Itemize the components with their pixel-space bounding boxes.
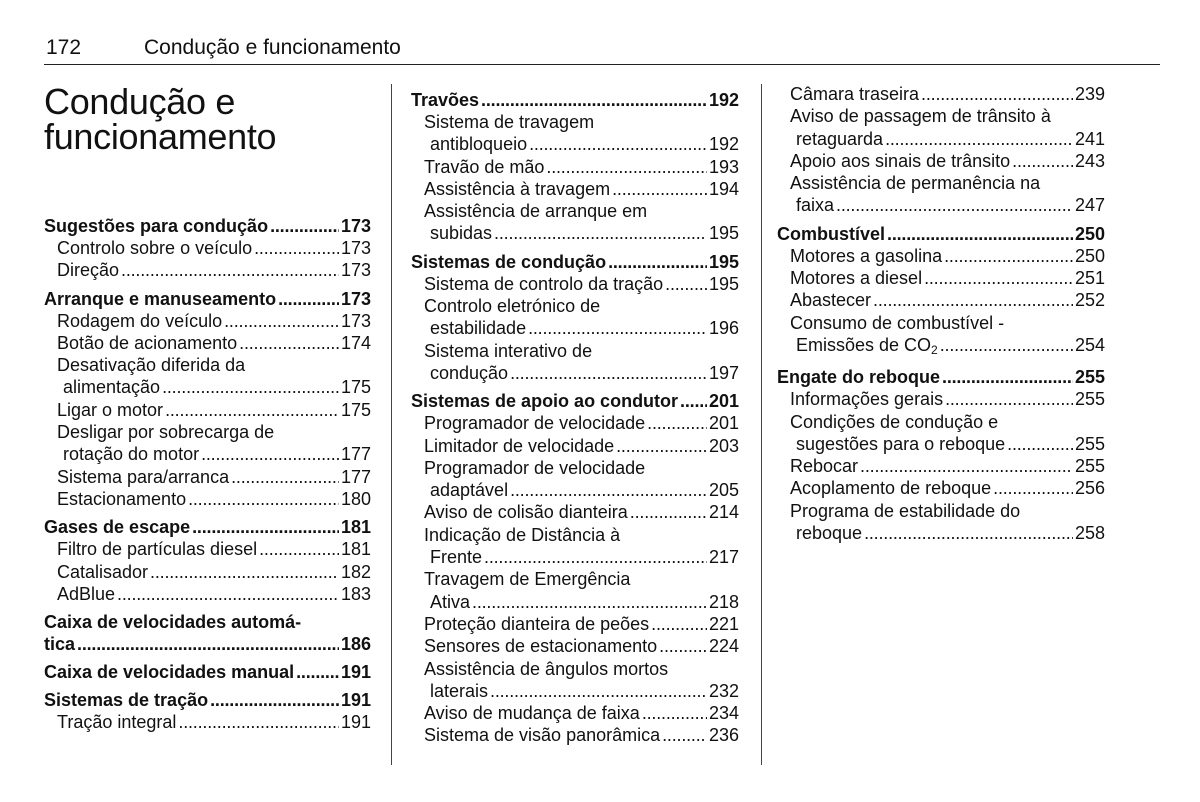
toc-subentry[interactable]: Sensores de estacionamento . . . 224	[411, 635, 739, 657]
toc-subentry[interactable]: Ligar o motor . . . 175	[44, 399, 371, 421]
toc-subentry[interactable]: Sistema de visão panorâmica . . . 236	[411, 724, 739, 746]
toc-subentry[interactable]: Motores a gasolina . . . 250	[777, 245, 1105, 267]
toc-subentry[interactable]: Filtro de partículas diesel . . . 181	[44, 538, 371, 560]
toc-subentry[interactable]: AdBlue . . . 183	[44, 583, 371, 605]
toc-subentry[interactable]: Rebocar . . . 255	[777, 455, 1105, 477]
running-header	[44, 36, 1160, 65]
toc-entry[interactable]: Combustível . . . 250	[777, 223, 1105, 245]
toc-subentry[interactable]: Câmara traseira . . . 239	[777, 83, 1105, 105]
toc-subentry-wrapped[interactable]: Controlo eletrónico de estabilidade . . . 196	[411, 295, 739, 340]
toc-column-3	[777, 83, 1105, 544]
toc-entry[interactable]: Arranque e manuseamento . . . 173	[44, 288, 371, 310]
toc-entry[interactable]: Sistemas de tração . . . 191	[44, 689, 371, 711]
toc-entry[interactable]: Caixa de velocidades manual . . . 191	[44, 661, 371, 683]
toc-subentry[interactable]: Informações gerais . . . 255	[777, 388, 1105, 410]
column-divider-1	[391, 84, 392, 765]
toc-subentry[interactable]: Acoplamento de reboque . . . 256	[777, 477, 1105, 499]
toc-subentry[interactable]: Abastecer . . . 252	[777, 289, 1105, 311]
toc-column-1	[44, 215, 371, 733]
toc-subentry[interactable]: Catalisador . . . 182	[44, 561, 371, 583]
toc-subentry[interactable]: Direção . . . 173	[44, 259, 371, 281]
toc-entry[interactable]: Sistemas de apoio ao condutor . . . 201	[411, 390, 739, 412]
toc-subentry[interactable]: Motores a diesel . . . 251	[777, 267, 1105, 289]
chapter-title-line-2: funcionamento	[44, 116, 277, 157]
page-number: 172	[46, 36, 82, 59]
toc-entry[interactable]: Gases de escape . . . 181	[44, 516, 371, 538]
toc-entry[interactable]: Travões . . . 192	[411, 89, 739, 111]
toc-subentry[interactable]: Controlo sobre o veículo . . . 173	[44, 237, 371, 259]
toc-subentry[interactable]: Rodagem do veículo . . . 173	[44, 310, 371, 332]
toc-subentry[interactable]: Estacionamento . . . 180	[44, 488, 371, 510]
toc-subentry-wrapped[interactable]: Programa de estabilidade do reboque . . . 258	[777, 500, 1105, 545]
toc-subentry[interactable]: Sistema para/arranca . . . 177	[44, 466, 371, 488]
toc-subentry[interactable]: Aviso de mudança de faixa . . . 234	[411, 702, 739, 724]
toc-subentry-wrapped[interactable]: Consumo de combustível - Emissões de $CO_2$ . . . 254	[777, 312, 1105, 357]
running-header-title: Condução e funcionamento	[144, 36, 401, 59]
toc-subentry-wrapped[interactable]: Programador de velocidade adaptável . . . 205	[411, 457, 739, 502]
toc-subentry-wrapped[interactable]: Condições de condução e sugestões para o reboque . . . 255	[777, 411, 1105, 456]
toc-subentry[interactable]: Apoio aos sinais de trânsito . . . 243	[777, 150, 1105, 172]
toc-subentry-wrapped[interactable]: Indicação de Distância à Frente . . . 217	[411, 524, 739, 569]
toc-column-2	[411, 89, 739, 747]
toc-entry[interactable]: Engate do reboque . . . 255	[777, 366, 1105, 388]
toc-subentry[interactable]: Aviso de colisão dianteira . . . 214	[411, 501, 739, 523]
toc-subentry-wrapped[interactable]: Assistência de arranque em subidas . . . 195	[411, 200, 739, 245]
toc-subentry-wrapped[interactable]: Desligar por sobrecarga de rotação do motor . . . 177	[44, 421, 371, 466]
toc-subentry[interactable]: Assistência à travagem . . . 194	[411, 178, 739, 200]
toc-subentry[interactable]: Botão de acionamento . . . 174	[44, 332, 371, 354]
toc-subentry[interactable]: Tração integral . . . 191	[44, 711, 371, 733]
toc-subentry-wrapped[interactable]: Assistência de ângulos mortos laterais . . . 232	[411, 658, 739, 703]
toc-entry[interactable]: Sistemas de condução . . . 195	[411, 251, 739, 273]
toc-subentry-wrapped[interactable]: Travagem de Emergência Ativa . . . 218	[411, 568, 739, 613]
toc-subentry-wrapped[interactable]: Sistema de travagem antibloqueio . . . 192	[411, 111, 739, 156]
toc-subentry[interactable]: Travão de mão . . . 193	[411, 156, 739, 178]
toc-subentry-wrapped[interactable]: Aviso de passagem de trânsito à retaguarda . . . 241	[777, 105, 1105, 150]
chapter-title-line-1: Condução e	[44, 81, 236, 122]
toc-subentry[interactable]: Proteção dianteira de peões . . . 221	[411, 613, 739, 635]
toc-subentry-wrapped[interactable]: Assistência de permanência na faixa . . . 247	[777, 172, 1105, 217]
toc-entry-wrapped[interactable]: Caixa de velocidades automá- tica . . . 186	[44, 611, 371, 655]
toc-subentry[interactable]: Sistema de controlo da tração . . . 195	[411, 273, 739, 295]
toc-subentry-wrapped[interactable]: Sistema interativo de condução . . . 197	[411, 340, 739, 385]
toc-subentry[interactable]: Limitador de velocidade . . . 203	[411, 435, 739, 457]
toc-subentry-wrapped[interactable]: Desativação diferida da alimentação . . . 175	[44, 354, 371, 399]
chapter-title	[44, 81, 277, 157]
toc-subentry[interactable]: Programador de velocidade . . . 201	[411, 412, 739, 434]
toc-entry[interactable]: Sugestões para condução . . . 173	[44, 215, 371, 237]
column-divider-2	[761, 84, 762, 765]
